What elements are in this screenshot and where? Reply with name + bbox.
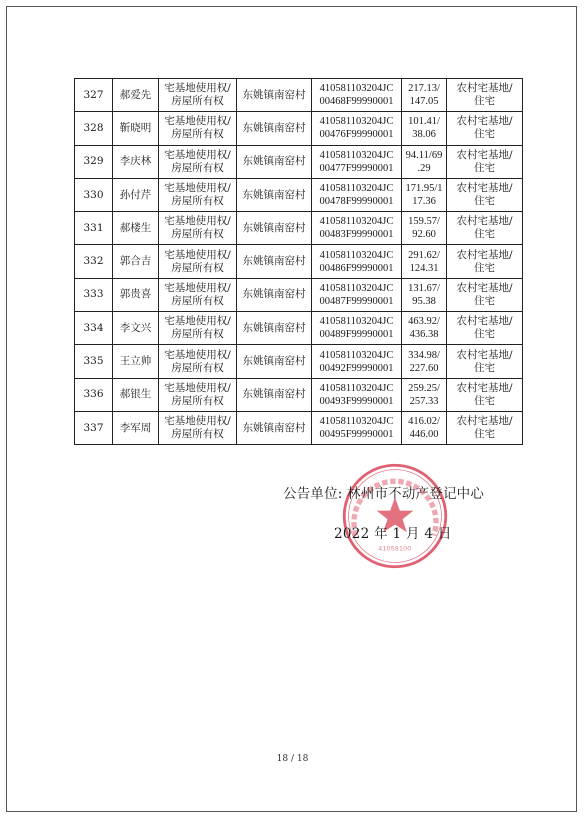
cell-owner-name: 郝爱先 <box>113 79 159 112</box>
cell-use <box>447 278 523 311</box>
cell-use-line: 住宅 <box>474 394 495 407</box>
cell-unit-code <box>312 178 402 211</box>
cell-right-type-line: 房屋所有权 <box>171 428 224 441</box>
table-row <box>75 312 523 345</box>
table-row <box>75 245 523 278</box>
cell-area-line: 217.13/ <box>408 83 440 95</box>
cell-unit-code-line: 00476F99990001 <box>319 129 394 141</box>
cell-right-type-line: 宅基地使用权/ <box>164 348 231 361</box>
cell-location: 东姚镇南窑村 <box>237 79 312 112</box>
cell-area-line: 101.41/ <box>408 116 440 128</box>
cell-use-line: 农村宅基地/ <box>456 415 513 428</box>
cell-use-line: 住宅 <box>474 161 495 174</box>
cell-area <box>402 79 447 112</box>
cell-right-type-line: 宅基地使用权/ <box>164 415 231 428</box>
cell-right-type-line: 房屋所有权 <box>171 161 224 174</box>
cell-right-type-line: 房屋所有权 <box>171 328 224 341</box>
cell-right-type <box>159 145 237 178</box>
cell-area-line: 124.31 <box>409 262 439 274</box>
cell-right-type-line: 宅基地使用权/ <box>164 82 231 95</box>
cell-use-line: 农村宅基地/ <box>456 215 513 228</box>
cell-number: 329 <box>75 145 113 178</box>
cell-unit-code-line: 00487F99990001 <box>319 295 394 307</box>
cell-area-line: 171.95/1 <box>405 183 443 195</box>
cell-unit-code-line: 00483F99990001 <box>319 229 394 241</box>
cell-unit-code <box>312 79 402 112</box>
cell-right-type-line: 宅基地使用权/ <box>164 281 231 294</box>
cell-number: 328 <box>75 112 113 145</box>
cell-use-line: 住宅 <box>474 361 495 374</box>
cell-use-line: 住宅 <box>474 195 495 208</box>
table-row <box>75 345 523 378</box>
table-row <box>75 178 523 211</box>
cell-unit-code-line: 00468F99990001 <box>319 96 394 108</box>
official-seal <box>341 462 449 570</box>
cell-use <box>447 411 523 444</box>
cell-owner-name: 郝楼生 <box>113 212 159 245</box>
cell-unit-code-line: 00492F99990001 <box>319 362 394 374</box>
cell-area-line: 95.38 <box>412 295 436 307</box>
cell-use-line: 住宅 <box>474 95 495 108</box>
cell-area-line: 446.00 <box>409 429 439 441</box>
cell-area <box>402 378 447 411</box>
cell-use-line: 农村宅基地/ <box>456 315 513 328</box>
cell-area <box>402 245 447 278</box>
cell-use <box>447 312 523 345</box>
cell-right-type-line: 房屋所有权 <box>171 228 224 241</box>
cell-right-type-line: 房屋所有权 <box>171 394 224 407</box>
cell-area-line: 436.38 <box>409 329 439 341</box>
cell-location: 东姚镇南窑村 <box>237 245 312 278</box>
notice-date: 2022 年 1 月 4 日 <box>334 526 452 542</box>
cell-unit-code-line: 00478F99990001 <box>319 196 394 208</box>
cell-area-line: 147.05 <box>409 96 439 108</box>
cell-right-type-line: 房屋所有权 <box>171 361 224 374</box>
cell-use-line: 农村宅基地/ <box>456 381 513 394</box>
cell-area <box>402 112 447 145</box>
cell-area-line: 334.98/ <box>408 349 440 361</box>
cell-area <box>402 178 447 211</box>
cell-unit-code-line: 410581103204JC <box>319 249 394 261</box>
cell-area <box>402 145 447 178</box>
cell-use-line: 住宅 <box>474 128 495 141</box>
cell-unit-code-line: 00477F99990001 <box>319 162 394 174</box>
svg-text:41058100: 41058100 <box>378 545 412 553</box>
cell-location: 东姚镇南窑村 <box>237 312 312 345</box>
cell-right-type-line: 宅基地使用权/ <box>164 248 231 261</box>
cell-use-line: 农村宅基地/ <box>456 148 513 161</box>
cell-unit-code <box>312 411 402 444</box>
cell-unit-code-line: 00489F99990001 <box>319 329 394 341</box>
cell-use-line: 农村宅基地/ <box>456 281 513 294</box>
cell-area <box>402 212 447 245</box>
cell-right-type <box>159 212 237 245</box>
cell-right-type <box>159 178 237 211</box>
cell-owner-name: 郭合吉 <box>113 245 159 278</box>
cell-owner-name: 靳晓明 <box>113 112 159 145</box>
cell-unit-code-line: 410581103204JC <box>319 83 394 95</box>
cell-right-type-line: 房屋所有权 <box>171 95 224 108</box>
cell-number: 334 <box>75 312 113 345</box>
cell-use-line: 农村宅基地/ <box>456 348 513 361</box>
cell-location: 东姚镇南窑村 <box>237 112 312 145</box>
table-row <box>75 112 523 145</box>
cell-area-line: 227.60 <box>409 362 439 374</box>
cell-unit-code <box>312 345 402 378</box>
cell-right-type-line: 房屋所有权 <box>171 128 224 141</box>
cell-right-type-line: 房屋所有权 <box>171 294 224 307</box>
cell-unit-code <box>312 378 402 411</box>
cell-area-line: 131.67/ <box>408 282 440 294</box>
cell-location: 东姚镇南窑村 <box>237 378 312 411</box>
cell-use <box>447 245 523 278</box>
cell-right-type <box>159 378 237 411</box>
cell-use-line: 农村宅基地/ <box>456 248 513 261</box>
cell-number: 337 <box>75 411 113 444</box>
cell-use-line: 住宅 <box>474 228 495 241</box>
cell-unit-code <box>312 145 402 178</box>
cell-unit-code <box>312 245 402 278</box>
cell-use-line: 农村宅基地/ <box>456 182 513 195</box>
cell-right-type <box>159 278 237 311</box>
cell-right-type <box>159 79 237 112</box>
cell-location: 东姚镇南窑村 <box>237 411 312 444</box>
cell-unit-code-line: 00493F99990001 <box>319 395 394 407</box>
cell-use <box>447 178 523 211</box>
cell-unit-code-line: 410581103204JC <box>319 382 394 394</box>
cell-unit-code-line: 00495F99990001 <box>319 429 394 441</box>
cell-number: 335 <box>75 345 113 378</box>
cell-area-line: 257.33 <box>409 395 439 407</box>
cell-area <box>402 278 447 311</box>
cell-owner-name: 李庆林 <box>113 145 159 178</box>
cell-location: 东姚镇南窑村 <box>237 212 312 245</box>
cell-use <box>447 79 523 112</box>
cell-right-type <box>159 345 237 378</box>
cell-area-line: 38.06 <box>412 129 436 141</box>
table-row <box>75 79 523 112</box>
cell-number: 327 <box>75 79 113 112</box>
cell-use <box>447 345 523 378</box>
table-row <box>75 278 523 311</box>
cell-right-type-line: 宅基地使用权/ <box>164 381 231 394</box>
cell-number: 332 <box>75 245 113 278</box>
cell-owner-name: 李军周 <box>113 411 159 444</box>
table-row <box>75 212 523 245</box>
cell-location: 东姚镇南窑村 <box>237 178 312 211</box>
cell-area-line: 159.57/ <box>408 216 440 228</box>
cell-use <box>447 378 523 411</box>
cell-area-line: 92.60 <box>412 229 436 241</box>
cell-area-line: 416.02/ <box>408 416 440 428</box>
cell-location: 东姚镇南窑村 <box>237 278 312 311</box>
table-row <box>75 145 523 178</box>
cell-area <box>402 411 447 444</box>
cell-use <box>447 212 523 245</box>
cell-area <box>402 345 447 378</box>
cell-number: 336 <box>75 378 113 411</box>
cell-area-line: 17.36 <box>412 196 436 208</box>
cell-owner-name: 郝银生 <box>113 378 159 411</box>
cell-use <box>447 145 523 178</box>
cell-use-line: 住宅 <box>474 294 495 307</box>
cell-right-type <box>159 312 237 345</box>
cell-use-line: 住宅 <box>474 261 495 274</box>
cell-number: 331 <box>75 212 113 245</box>
cell-unit-code-line: 410581103204JC <box>319 282 394 294</box>
cell-owner-name: 李文兴 <box>113 312 159 345</box>
table-row <box>75 411 523 444</box>
cell-unit-code-line: 410581103204JC <box>319 349 394 361</box>
cell-right-type-line: 宅基地使用权/ <box>164 148 231 161</box>
cell-area <box>402 312 447 345</box>
cell-area-line: .29 <box>417 162 431 174</box>
cell-unit-code-line: 410581103204JC <box>319 183 394 195</box>
cell-owner-name: 王立帅 <box>113 345 159 378</box>
cell-unit-code-line: 410581103204JC <box>319 416 394 428</box>
cell-use-line: 住宅 <box>474 328 495 341</box>
cell-right-type-line: 宅基地使用权/ <box>164 315 231 328</box>
page-number: 18 / 18 <box>276 754 309 764</box>
cell-right-type <box>159 411 237 444</box>
cell-right-type-line: 房屋所有权 <box>171 261 224 274</box>
cell-number: 330 <box>75 178 113 211</box>
cell-right-type-line: 宅基地使用权/ <box>164 115 231 128</box>
cell-area-line: 291.62/ <box>408 249 440 261</box>
cell-use-line: 住宅 <box>474 428 495 441</box>
cell-number: 333 <box>75 278 113 311</box>
table-body <box>75 79 523 445</box>
cell-location: 东姚镇南窑村 <box>237 345 312 378</box>
cell-use-line: 农村宅基地/ <box>456 82 513 95</box>
cell-area-line: 259.25/ <box>408 382 440 394</box>
cell-right-type <box>159 112 237 145</box>
cell-area-line: 463.92/ <box>408 316 440 328</box>
cell-unit-code <box>312 278 402 311</box>
cell-right-type-line: 房屋所有权 <box>171 195 224 208</box>
cell-unit-code <box>312 212 402 245</box>
cell-owner-name: 孙付芹 <box>113 178 159 211</box>
cell-area-line: 94.11/69 <box>405 149 443 161</box>
cell-unit-code-line: 410581103204JC <box>319 116 394 128</box>
cell-unit-code <box>312 312 402 345</box>
cell-right-type-line: 宅基地使用权/ <box>164 215 231 228</box>
cell-unit-code-line: 00486F99990001 <box>319 262 394 274</box>
cell-owner-name: 郭贵喜 <box>113 278 159 311</box>
cell-use <box>447 112 523 145</box>
cell-use-line: 农村宅基地/ <box>456 115 513 128</box>
notice-issuer: 公告单位: 林州市不动产登记中心 <box>283 486 485 502</box>
cell-unit-code-line: 410581103204JC <box>319 149 394 161</box>
cell-location: 东姚镇南窑村 <box>237 145 312 178</box>
cell-unit-code-line: 410581103204JC <box>319 216 394 228</box>
cell-unit-code-line: 410581103204JC <box>319 316 394 328</box>
cell-unit-code <box>312 112 402 145</box>
registration-table <box>74 78 523 445</box>
table-row <box>75 378 523 411</box>
cell-right-type <box>159 245 237 278</box>
cell-right-type-line: 宅基地使用权/ <box>164 182 231 195</box>
